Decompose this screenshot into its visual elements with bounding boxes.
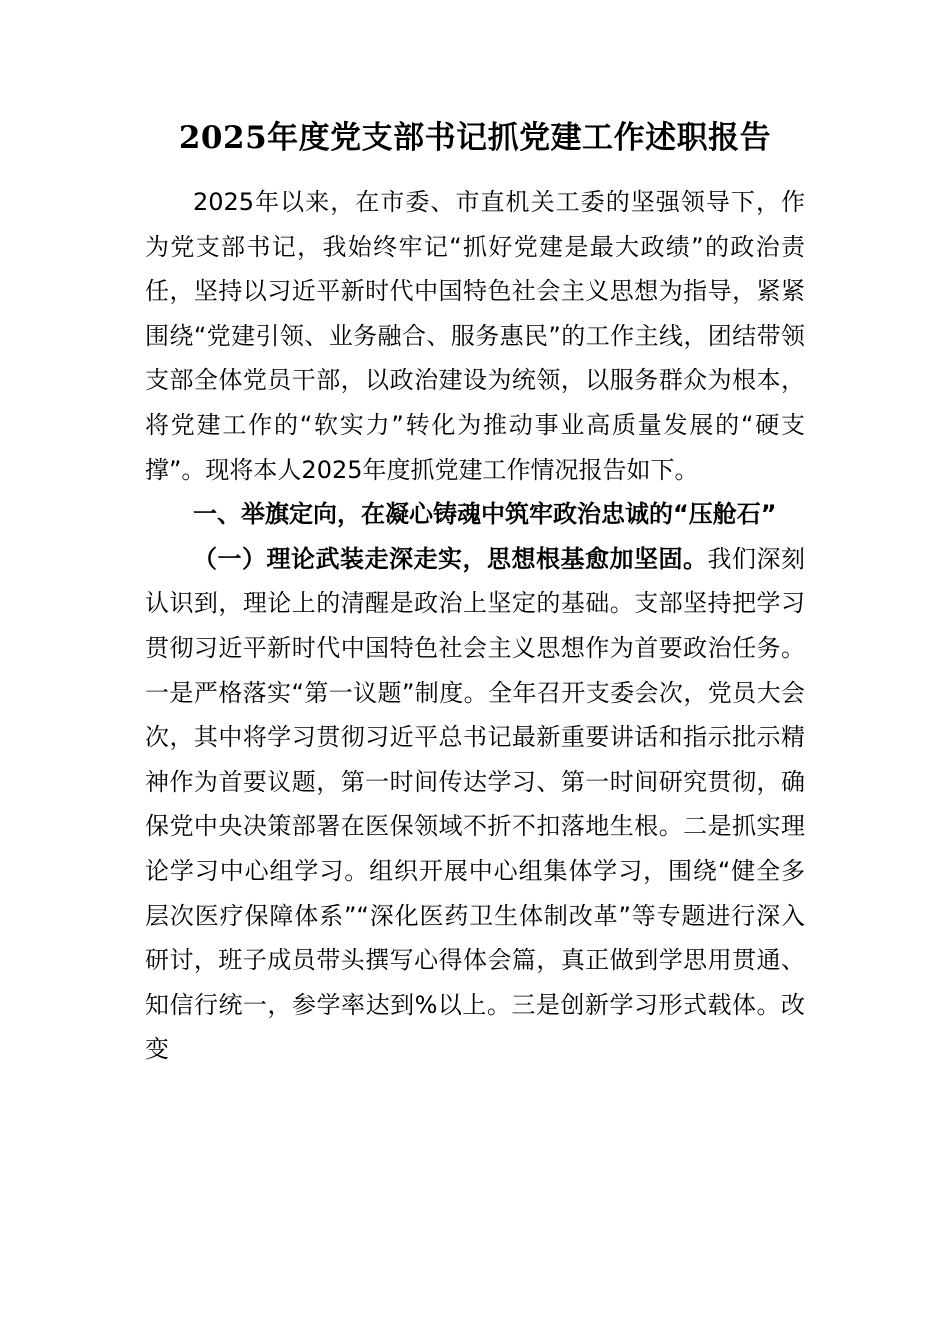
intro-paragraph: 2025年以来，在市委、市直机关工委的坚强领导下，作为党支部书记，我始终牢记“抓好党建是最大政绩”的政治责任，坚持以习近平新时代中国特色社会主义思想为指导，紧紧围绕“党建引领、业务融合、服务惠民”的工作主线，团结带领支部全体党员干部，以政治建设为统领，以服务群众为根本，将党建工作的“软实力”转化为推动事业高质量发展的“硬支撑”。现将本人2025年度抓党建工作情况报告如下。 <box>145 188 805 484</box>
subsection-heading: （一）理论武装走深走实，思想根基愈加坚固。 <box>193 544 708 573</box>
subsection-paragraph <box>145 537 805 1072</box>
document-body <box>145 180 805 1072</box>
section-heading: 一、举旗定向，在凝心铸魂中筑牢政治忠诚的“压舱石” <box>193 500 777 529</box>
document-title: 2025年度党支部书记抓党建工作述职报告 <box>178 120 772 156</box>
subsection-text: 我们深刻认识到，理论上的清醒是政治上坚定的基础。支部坚持把学习贯彻习近平新时代中国特色社会主义思想作为首要政治任务。一是严格落实“第一议题”制度。全年召开支委会次，党员大会次，其中将学习贯彻习近平总书记最新重要讲话和指示批示精神作为首要议题，第一时间传达学习、第一时间研究贯彻，确保党中央决策部署在医保领域不折不扣落地生根。二是抓实理论学习中心组学习。组织开展中心组集体学习，围绕“健全多层次医疗保障体系”“深化医药卫生体制改革”等专题进行深入研讨，班子成员带头撰写心得体会篇，真正做到学思用贯通、知信行统一，参学率达到%以上。三是创新学习形式载体。改变 <box>145 544 805 1064</box>
